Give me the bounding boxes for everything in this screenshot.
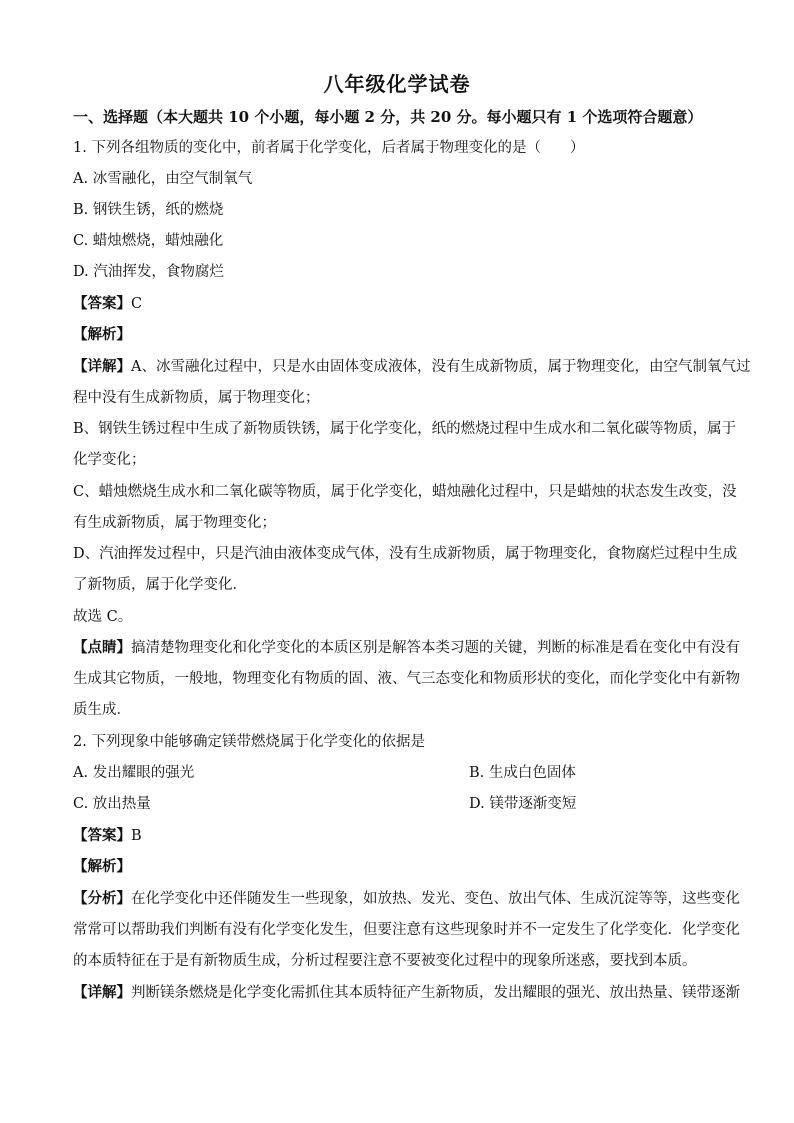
detail-tag: 【详解】 bbox=[73, 358, 131, 375]
fenxi-tag: 【分析】 bbox=[73, 890, 131, 907]
question-2-option-d: D. 镁带逐渐变短 bbox=[469, 796, 577, 812]
comment-text: 搞清楚物理变化和化学变化的本质区别是解答本类习题的关键，判断的标准是看在变化中有没有 bbox=[131, 640, 740, 656]
page-title: 八年级化学试卷 bbox=[323, 72, 471, 96]
answer-value: B bbox=[131, 828, 142, 844]
question-2-option-b: B. 生成白色固体 bbox=[469, 765, 576, 781]
question-1-detail-line: 化学变化； bbox=[73, 452, 146, 468]
question-1-option-d: D. 汽油挥发，食物腐烂 bbox=[73, 264, 224, 280]
question-2-analysis-tag: 【解析】 bbox=[73, 858, 131, 875]
question-2-fenxi-line bbox=[73, 889, 740, 909]
question-2-options-row bbox=[73, 763, 723, 783]
detail-tag: 【详解】 bbox=[73, 984, 131, 1001]
question-1-comment-line: 质生成． bbox=[73, 702, 131, 718]
question-1-detail-line: 程中没有生成新物质，属于物理变化； bbox=[73, 390, 320, 406]
question-2-fenxi-line: 常常可以帮助我们判断有没有化学变化发生，但要注意有这些现象时并不一定发生了化学变化．化学变化 bbox=[73, 922, 740, 938]
question-1-detail-line: 了新物质，属于化学变化． bbox=[73, 577, 247, 593]
question-2-answer bbox=[73, 826, 723, 846]
question-1-detail-line: B、钢铁生锈过程中生成了新物质铁锈，属于化学变化，纸的燃烧过程中生成水和二氧化碳等物质，属于 bbox=[73, 421, 737, 437]
question-1-option-a: A. 冰雪融化，由空气制氧气 bbox=[73, 171, 253, 187]
question-1-detail-line: D、汽油挥发过程中，只是汽油由液体变成气体，没有生成新物质，属于物理变化，食物腐烂过程中生成 bbox=[73, 546, 738, 562]
question-1-comment-line bbox=[73, 638, 740, 658]
fenxi-text: 在化学变化中还伴随发生一些现象，如放热、发光、变色、放出气体、生成沉淀等等，这些变化 bbox=[131, 891, 740, 907]
question-1-detail-line: C、蜡烛燃烧生成水和二氧化碳等物质，属于化学变化，蜡烛融化过程中，只是蜡烛的状态发生改变，没 bbox=[73, 484, 737, 500]
detail-text: A、冰雪融化过程中，只是水由固体变成液体，没有生成新物质，属于物理变化，由空气制氧气过 bbox=[131, 359, 751, 375]
answer-tag: 【答案】 bbox=[73, 827, 131, 844]
comment-tag: 【点睛】 bbox=[73, 639, 131, 656]
detail-text: 判断镁条燃烧是化学变化需抓住其本质特征产生新物质，发出耀眼的强光、放出热量、镁带逐渐 bbox=[131, 985, 740, 1001]
question-2-options-row bbox=[73, 794, 723, 814]
question-2-option-a: A. 发出耀眼的强光 bbox=[73, 765, 195, 781]
answer-tag: 【答案】 bbox=[73, 295, 131, 312]
question-2-stem: 2. 下列现象中能够确定镁带燃烧属于化学变化的依据是 bbox=[73, 734, 425, 750]
question-1-comment-line: 生成其它物质，一般地，物理变化有物质的固、液、气三态变化和物质形状的变化，而化学变化中有新物 bbox=[73, 671, 740, 687]
question-2-fenxi-line: 的本质特征在于是有新物质生成，分析过程要注意不要被变化过程中的现象所迷惑，要找到本质。 bbox=[73, 953, 697, 969]
question-1-answer bbox=[73, 294, 723, 314]
question-1-detail-line: 故选 C。 bbox=[73, 609, 133, 625]
question-2-option-c: C. 放出热量 bbox=[73, 796, 151, 812]
question-1-option-c: C. 蜡烛燃烧，蜡烛融化 bbox=[73, 233, 224, 249]
question-1-detail-line bbox=[73, 357, 751, 377]
section-heading: 一、选择题（本大题共 10 个小题，每小题 2 分，共 20 分。每小题只有 1 个选项符合题意） bbox=[73, 108, 703, 126]
question-1-analysis-tag: 【解析】 bbox=[73, 326, 131, 343]
question-1-option-b: B. 钢铁生锈，纸的燃烧 bbox=[73, 202, 224, 218]
answer-value: C bbox=[131, 296, 143, 312]
question-2-detail-line bbox=[73, 983, 740, 1003]
question-1-stem: 1. 下列各组物质的变化中，前者属于化学变化，后者属于物理变化的是（ ） bbox=[73, 140, 585, 156]
question-1-detail-line: 有生成新物质，属于物理变化； bbox=[73, 515, 276, 531]
